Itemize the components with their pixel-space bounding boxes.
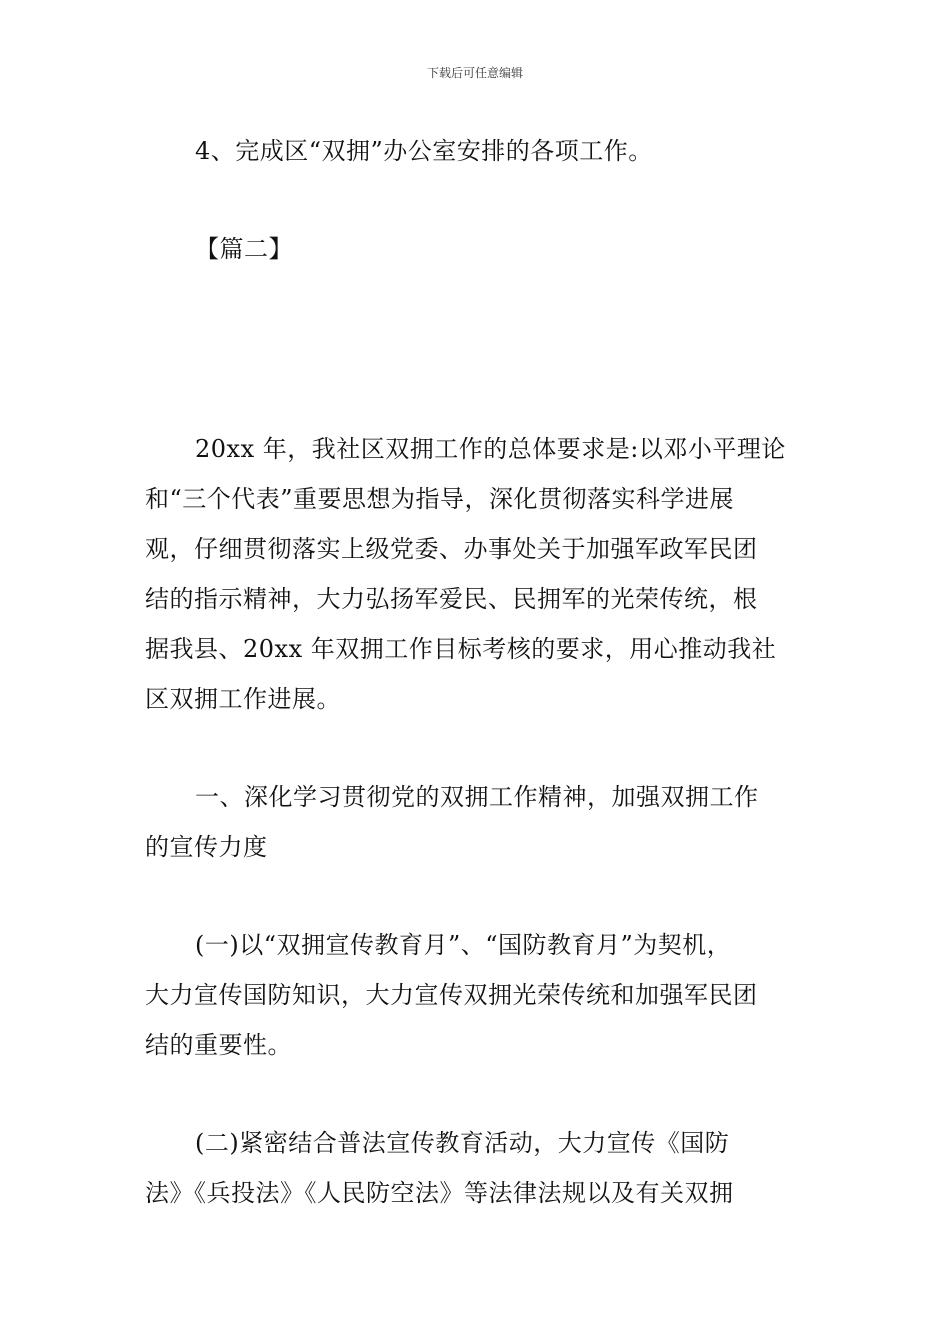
paragraph-line: 和“三个代表”重要思想为指导，深化贯彻落实科学进展 [145, 485, 735, 513]
list-item-4: 4、完成区“双拥”办公室安排的各项工作。 [195, 137, 653, 165]
paragraph-line: 大力宣传国防知识，大力宣传双拥光荣传统和加强军民团 [145, 981, 758, 1009]
paragraph-line: 区双拥工作进展。 [145, 685, 341, 713]
paragraph-line: 结的指示精神，大力弘扬军爱民、民拥军的光荣传统，根 [145, 585, 758, 613]
paragraph-line: 结的重要性。 [145, 1031, 292, 1059]
paragraph-line: (二)紧密结合普法宣传教育活动，大力宣传《国防 [195, 1129, 730, 1157]
heading-line: 的宣传力度 [145, 833, 268, 861]
paragraph-line: (一)以“双拥宣传教育月”、“国防教育月”为契机， [195, 931, 732, 959]
paragraph-line: 据我县、20xx 年双拥工作目标考核的要求，用心推动我社 [145, 635, 777, 663]
page-header-note: 下载后可任意编辑 [426, 66, 523, 80]
heading-line: 一、深化学习贯彻党的双拥工作精神，加强双拥工作 [195, 783, 759, 811]
paragraph-line: 20xx 年，我社区双拥工作的总体要求是:以邓小平理论 [195, 435, 786, 463]
paragraph-line: 法》《兵投法》《人民防空法》等法律法规以及有关双拥 [145, 1179, 734, 1207]
section-heading: 【篇二】 [195, 235, 293, 263]
paragraph-line: 观，仔细贯彻落实上级党委、办事处关于加强军政军民团 [145, 535, 758, 563]
